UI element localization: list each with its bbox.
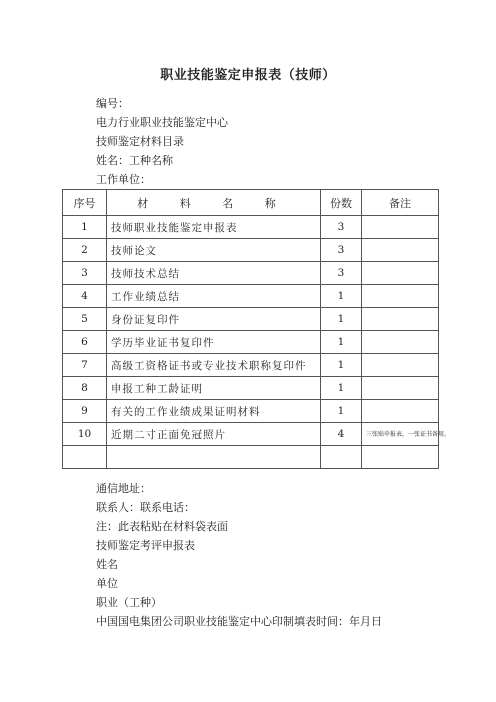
row-name: 技师职业技能鉴定申报表 bbox=[107, 216, 321, 239]
table-row bbox=[63, 308, 439, 331]
table-header-row bbox=[63, 190, 439, 216]
row-copies: 3 bbox=[321, 216, 362, 239]
row-copies: 1 bbox=[321, 308, 362, 331]
table-row bbox=[63, 262, 439, 285]
row-remark bbox=[362, 446, 439, 469]
row-no: 10 bbox=[63, 423, 107, 446]
table-row bbox=[63, 377, 439, 400]
row-copies: 1 bbox=[321, 354, 362, 377]
issuing-center: 电力行业职业技能鉴定中心 bbox=[96, 116, 228, 129]
row-name bbox=[107, 446, 321, 469]
row-no: 7 bbox=[63, 354, 107, 377]
row-remark bbox=[362, 216, 439, 239]
materials-table bbox=[62, 189, 451, 469]
table-row bbox=[63, 331, 439, 354]
row-no: 6 bbox=[63, 331, 107, 354]
row-copies: 1 bbox=[321, 400, 362, 423]
row-copies: 4 bbox=[321, 423, 362, 446]
appraisal-form-heading: 技师鉴定考评申报表 bbox=[96, 539, 195, 552]
row-no: 1 bbox=[63, 216, 107, 239]
row-copies: 3 bbox=[321, 262, 362, 285]
row-no: 2 bbox=[63, 239, 107, 262]
table-row bbox=[63, 423, 439, 446]
row-no: 4 bbox=[63, 285, 107, 308]
row-name: 工作业绩总结 bbox=[107, 285, 321, 308]
row-remark bbox=[362, 354, 439, 377]
row-name: 有关的工作业绩成果证明材料 bbox=[107, 400, 321, 423]
header-remarks: 备注 bbox=[362, 190, 439, 216]
name-trade-label: 姓名：工种名称 bbox=[96, 154, 173, 167]
row-name: 近期二寸正面免冠照片 bbox=[107, 423, 321, 446]
table-row bbox=[63, 216, 439, 239]
row-remark bbox=[362, 331, 439, 354]
row-no: 5 bbox=[63, 308, 107, 331]
header-name: 材 料 名 称 bbox=[107, 190, 321, 216]
row-copies: 1 bbox=[321, 285, 362, 308]
row-remark bbox=[362, 285, 439, 308]
row-no: 8 bbox=[63, 377, 107, 400]
note-line: 注：此表粘贴在材料袋表面 bbox=[96, 520, 228, 533]
row-remark: 三张贴申报表，一张证书备用。 bbox=[362, 423, 439, 446]
row-copies bbox=[321, 446, 362, 469]
table-row bbox=[63, 354, 439, 377]
row-no bbox=[63, 446, 107, 469]
work-unit-label: 工作单位： bbox=[96, 173, 151, 186]
row-no: 9 bbox=[63, 400, 107, 423]
row-copies: 1 bbox=[321, 377, 362, 400]
row-name: 技师论文 bbox=[107, 239, 321, 262]
unit-label: 单位 bbox=[96, 577, 118, 590]
row-name: 身份证复印件 bbox=[107, 308, 321, 331]
row-name: 学历毕业证书复印件 bbox=[107, 331, 321, 354]
row-no: 3 bbox=[63, 262, 107, 285]
header-no: 序号 bbox=[63, 190, 107, 216]
table-row bbox=[63, 446, 439, 469]
table-row bbox=[63, 239, 439, 262]
page-title: 职业技能鉴定申报表（技师） bbox=[160, 68, 336, 83]
row-name: 高级工资格证书或专业技术职称复印件 bbox=[107, 354, 321, 377]
occupation-label: 职业（工种） bbox=[96, 596, 162, 609]
row-name: 申报工种工龄证明 bbox=[107, 377, 321, 400]
name-label: 姓名 bbox=[96, 558, 118, 571]
row-copies: 3 bbox=[321, 239, 362, 262]
materials-list-heading: 技师鉴定材料目录 bbox=[96, 135, 184, 148]
row-name: 技师技术总结 bbox=[107, 262, 321, 285]
row-remark bbox=[362, 308, 439, 331]
header-copies: 份数 bbox=[321, 190, 362, 216]
row-remark bbox=[362, 377, 439, 400]
table-row bbox=[63, 285, 439, 308]
row-remark bbox=[362, 239, 439, 262]
table-row bbox=[63, 400, 439, 423]
row-remark bbox=[362, 262, 439, 285]
row-remark bbox=[362, 400, 439, 423]
printer-date-line: 中国国电集团公司职业技能鉴定中心印制填表时间：年月日 bbox=[96, 615, 382, 628]
contact-label: 联系人：联系电话： bbox=[96, 501, 195, 514]
address-label: 通信地址： bbox=[96, 482, 151, 495]
row-copies: 1 bbox=[321, 331, 362, 354]
serial-number-label: 编号： bbox=[96, 97, 129, 110]
